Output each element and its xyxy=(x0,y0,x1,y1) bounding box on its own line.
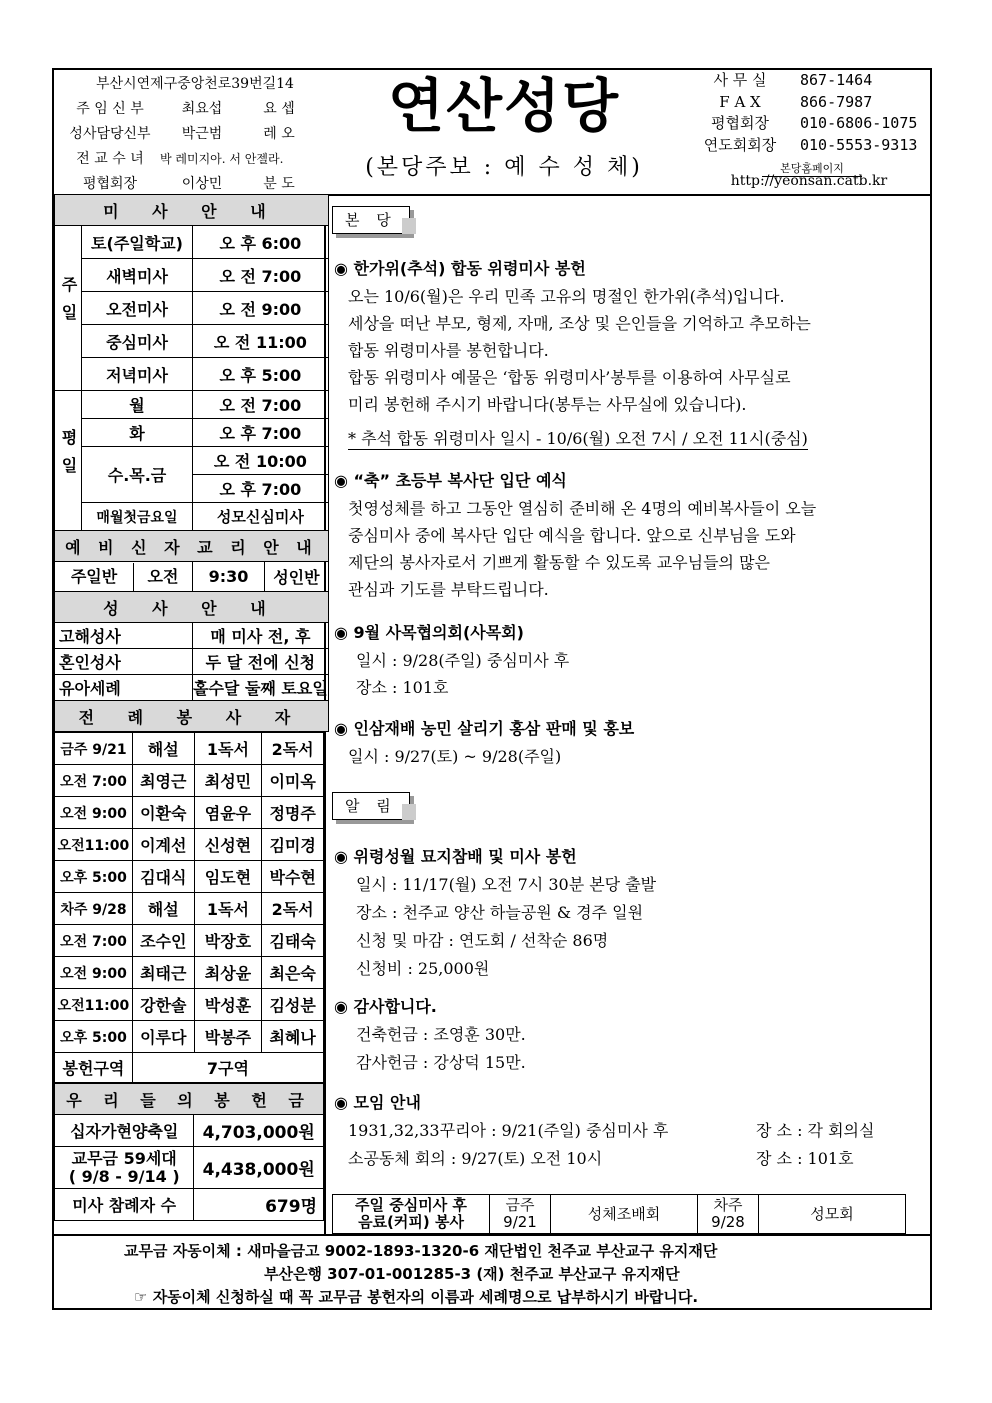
pointer-icon: ☞ xyxy=(134,1288,148,1306)
contact-value: 867-1464 xyxy=(800,71,873,89)
tag-shade xyxy=(402,218,416,234)
staff-role: 주 임 신 부 xyxy=(76,101,144,117)
sacraments-section-title: 성 사 안 내 xyxy=(55,592,329,623)
mass-name: 저녁미사 xyxy=(82,358,193,391)
sacrament-name: 혼인성사 xyxy=(55,649,193,675)
server-cell: 오전 9:00 xyxy=(55,797,133,829)
server-cell: 1독서 xyxy=(194,733,262,765)
contact-row xyxy=(680,135,930,157)
offering-area-value: 7구역 xyxy=(132,1053,323,1083)
mass-name: 매월첫금요일 xyxy=(82,503,193,531)
news-line: 세상을 떠난 부모, 형제, 자매, 조상 및 은인들을 기억하고 추모하는 xyxy=(348,314,811,333)
mass-time: 오 후 7:00 xyxy=(193,475,329,503)
news-line: 첫영성체를 하고 그동안 열심히 준비해 온 4명의 예비복사들이 오늘 xyxy=(348,499,817,518)
server-cell: 이미옥 xyxy=(262,765,324,797)
offering-label: 십자가현양축일 xyxy=(55,1115,194,1147)
server-cell: 김미경 xyxy=(262,829,324,861)
staff-row xyxy=(60,147,330,172)
servers-table xyxy=(54,732,324,1083)
server-cell: 정명주 xyxy=(262,797,324,829)
mass-name: 토(주일학교) xyxy=(82,226,193,259)
coffee-service-label-2: 음료(커피) 봉사 xyxy=(358,1213,464,1231)
news-line: 합동 위령미사 예물은 ‘합동 위령미사’봉투를 이용하여 사무실로 xyxy=(348,368,791,387)
server-cell: 박봉주 xyxy=(194,1021,262,1053)
contact-row xyxy=(680,113,930,135)
this-week-day: 9/21 xyxy=(503,1213,537,1231)
this-week-label: 금주 xyxy=(505,1196,535,1214)
coffee-service-label xyxy=(333,1195,490,1234)
server-cell: 최은숙 xyxy=(262,957,324,989)
news-line: 장소 : 101호 xyxy=(356,678,449,697)
server-cell: 신성현 xyxy=(194,829,262,861)
next-week-label: 차주 xyxy=(713,1196,743,1214)
server-cell: 오전 7:00 xyxy=(55,765,133,797)
sunday-label-text: 주일 xyxy=(59,276,78,332)
this-week-group: 성체조배회 xyxy=(551,1195,698,1234)
server-cell: 최상윤 xyxy=(194,957,262,989)
server-cell: 차주 9/28 xyxy=(55,893,133,925)
news-line: 중심미사 중에 복사단 입단 예식을 합니다. 앞으로 신부님을 도와 xyxy=(348,526,796,545)
sacrament-info: 두 달 전에 신청 xyxy=(193,649,329,675)
offering-label-line: 교무금 59세대 xyxy=(71,1148,177,1168)
server-cell: 최태근 xyxy=(132,957,194,989)
news-line: 관심과 기도를 부탁드립니다. xyxy=(348,580,549,599)
server-cell: 오후 5:00 xyxy=(55,1021,133,1053)
news-line: 일시 : 9/28(주일) 중심미사 후 xyxy=(356,651,570,670)
meeting-line: 소공동체 회의 : 9/27(토) 오전 10시 xyxy=(348,1149,603,1168)
server-cell: 이환숙 xyxy=(132,797,194,829)
catechism-target: 성인반 xyxy=(265,562,329,592)
table-row xyxy=(55,765,324,797)
notice-title: ◉ 감사합니다. xyxy=(334,997,437,1016)
meeting-line: 1931,32,33꾸리아 : 9/21(주일) 중심미사 후 xyxy=(348,1121,669,1140)
notice-line: 감사헌금 : 강상덕 15만. xyxy=(356,1053,526,1072)
contact-row xyxy=(680,92,930,114)
homepage-link[interactable]: http://yeonsan.catb.kr xyxy=(730,173,888,189)
mass-name: 새벽미사 xyxy=(82,259,193,292)
server-cell: 2독서 xyxy=(262,893,324,925)
server-cell: 금주 9/21 xyxy=(55,733,133,765)
footer-notice xyxy=(134,1286,698,1307)
notice-line: 장소 : 천주교 양산 하늘공원 & 경주 일원 xyxy=(356,903,644,922)
footer-transfer-info: 교무금 자동이체 : 새마을금고 9002-1893-1320-6 재단법인 천주교 부산교구 유지재단 xyxy=(124,1242,718,1260)
sacrament-name: 유아세례 xyxy=(55,675,193,701)
staff-name: 최요섭 xyxy=(181,101,223,117)
news-line: 일시 : 9/27(토) ~ 9/28(주일) xyxy=(348,747,562,766)
table-row xyxy=(55,1053,324,1083)
server-cell: 오전11:00 xyxy=(55,989,133,1021)
coffee-service-table xyxy=(332,1194,906,1234)
notice-tag: 알 림 xyxy=(332,792,410,820)
offering-label xyxy=(55,1147,194,1189)
server-cell: 해설 xyxy=(132,893,194,925)
notice-title-text: 모임 안내 xyxy=(353,1093,421,1112)
notice-title-text: 감사합니다. xyxy=(353,997,437,1016)
footer-notice-text: 자동이체 신청하실 때 꼭 교무금 봉헌자의 이름과 세례명으로 납부하시기 바랍니다. xyxy=(152,1288,699,1306)
next-week-day: 9/28 xyxy=(711,1213,745,1231)
staff-name: 박근범 xyxy=(181,126,223,142)
staff-row xyxy=(60,122,330,147)
table-row xyxy=(55,797,324,829)
server-cell: 2독서 xyxy=(262,733,324,765)
servers-section-title: 전 례 봉 사 자 xyxy=(55,701,329,732)
contact-label: F A X xyxy=(719,92,761,111)
table-row xyxy=(55,957,324,989)
table-row xyxy=(55,925,324,957)
next-week-date xyxy=(698,1195,759,1234)
news-title: ◉ “축” 초등부 복사단 입단 예식 xyxy=(334,471,567,490)
notice-title: ◉ 모임 안내 xyxy=(334,1093,421,1112)
staff-role: 전 교 수 녀 xyxy=(76,151,144,167)
offering-amount: 4,703,000원 xyxy=(194,1115,324,1147)
notice-title: ◉ 위령성월 묘지참배 및 미사 봉헌 xyxy=(334,847,577,866)
staff-role: 평협회장 xyxy=(82,176,138,192)
server-cell: 염윤우 xyxy=(194,797,262,829)
news-note: * 추석 합동 위령미사 일시 - 10/6(월) 오전 7시 / 오전 11시(중심) xyxy=(348,426,808,450)
server-cell: 오전 7:00 xyxy=(55,925,133,957)
notice-line: 건축헌금 : 조영훈 30만. xyxy=(356,1025,526,1044)
server-cell: 오후 5:00 xyxy=(55,861,133,893)
table-row xyxy=(55,893,324,925)
mass-time: 오 전 7:00 xyxy=(193,259,329,292)
contact-label: 사 무 실 xyxy=(713,71,767,89)
server-cell: 이계선 xyxy=(132,829,194,861)
weekday-label xyxy=(55,391,82,531)
mass-name: 중심미사 xyxy=(82,325,193,358)
server-cell: 오전11:00 xyxy=(55,829,133,861)
news-line: 합동 위령미사를 봉헌합니다. xyxy=(348,341,549,360)
news-title-text: 9월 사목협의회(사목회) xyxy=(353,623,524,642)
server-cell: 이루다 xyxy=(132,1021,194,1053)
notice-title-text: 위령성월 묘지참배 및 미사 봉헌 xyxy=(353,847,577,866)
server-cell: 최영근 xyxy=(132,765,194,797)
tag-shade xyxy=(402,804,416,820)
table-row xyxy=(55,1021,324,1053)
bulletin-subtitle: (본당주보 : 예 수 성 체) xyxy=(365,155,643,180)
staff-row xyxy=(60,97,330,122)
mass-time: 오 전 10:00 xyxy=(193,447,329,475)
bulletin-title: 연산성당 xyxy=(387,72,621,140)
news-title-text: 인삼재배 농민 살리기 홍삼 판매 및 홍보 xyxy=(353,719,635,738)
staff-saint: 분 도 xyxy=(263,176,295,192)
server-cell: 김태숙 xyxy=(262,925,324,957)
contact-value: 866-7987 xyxy=(800,92,873,111)
next-week-group: 성모회 xyxy=(759,1195,906,1234)
server-cell: 박성훈 xyxy=(194,989,262,1021)
server-cell: 박수현 xyxy=(262,861,324,893)
server-cell: 김대식 xyxy=(132,861,194,893)
contact-value: 010-6806-1075 xyxy=(800,114,918,132)
news-title: ◉ 한가위(추석) 합동 위령미사 봉헌 xyxy=(334,259,586,278)
catechism-section-title: 예 비 신 자 교 리 안 내 xyxy=(55,531,329,562)
sunday-label xyxy=(55,226,82,391)
sacrament-name: 고해성사 xyxy=(55,623,193,649)
server-cell: 오전 9:00 xyxy=(55,957,133,989)
offerings-table xyxy=(54,1083,324,1221)
contact-label: 연도회회장 xyxy=(703,135,777,154)
bulletin-footer xyxy=(54,1234,930,1310)
news-line: 오는 10/6(월)은 우리 민족 고유의 명절인 한가위(추석)입니다. xyxy=(348,287,785,306)
parish-staff xyxy=(60,72,330,197)
catechism-class-label: 주일반 xyxy=(55,563,134,591)
server-cell: 1독서 xyxy=(194,893,262,925)
news-column xyxy=(326,194,930,1234)
mass-time: 오 전 7:00 xyxy=(193,391,329,419)
table-row xyxy=(55,861,324,893)
offerings-section-title: 우 리 들 의 봉 헌 금 xyxy=(55,1084,324,1115)
news-line: 미리 봉헌해 주시기 바랍니다(봉투는 사무실에 있습니다). xyxy=(348,395,747,414)
news-title-text: “축” 초등부 복사단 입단 예식 xyxy=(353,471,567,490)
notice-line: 일시 : 11/17(월) 오전 7시 30분 본당 출발 xyxy=(356,875,657,894)
catechism-ampm: 오전 xyxy=(147,566,179,586)
offering-amount: 679명 xyxy=(194,1189,324,1221)
server-cell: 최혜나 xyxy=(262,1021,324,1053)
contact-label: 평협회장 xyxy=(711,114,769,132)
notice-line: 신청 및 마감 : 연도회 / 선착순 86명 xyxy=(356,931,609,950)
mass-name: 수.목.금 xyxy=(82,447,193,503)
sacrament-info: 홀수달 둘째 토요일 xyxy=(193,675,329,701)
bulletin-frame xyxy=(52,68,932,1310)
weekday-label-text: 평일 xyxy=(59,428,78,485)
staff-name: 박 레미지아. 서 안젤라. xyxy=(160,152,284,166)
meeting-place: 장 소 : 각 회의실 xyxy=(756,1121,875,1140)
server-cell: 강한솔 xyxy=(132,989,194,1021)
homepage-label: 본당홈페이지 xyxy=(762,160,862,177)
mass-time: 오 후 5:00 xyxy=(193,358,329,391)
offering-area-label: 봉헌구역 xyxy=(55,1053,133,1083)
contact-value: 010-5553-9313 xyxy=(800,135,918,154)
mass-time: 오 전 11:00 xyxy=(193,325,329,358)
staff-name: 이상민 xyxy=(181,176,223,192)
mass-time: 오 후 7:00 xyxy=(193,419,329,447)
mass-time: 오 후 6:00 xyxy=(193,226,329,259)
staff-role: 성사담당신부 xyxy=(69,126,151,142)
server-cell: 김성분 xyxy=(262,989,324,1021)
schedule-table xyxy=(54,194,329,732)
meeting-place: 장 소 : 101호 xyxy=(756,1149,854,1168)
server-cell: 해설 xyxy=(132,733,194,765)
offering-label: 미사 참례자 수 xyxy=(55,1189,194,1221)
catechism-time: 9:30 xyxy=(193,562,265,592)
this-week-date xyxy=(490,1195,551,1234)
news-title: ◉ 인삼재배 농민 살리기 홍삼 판매 및 홍보 xyxy=(334,719,635,738)
mass-time: 성모신심미사 xyxy=(193,503,329,531)
offering-amount: 4,438,000원 xyxy=(194,1147,324,1189)
table-row xyxy=(55,989,324,1021)
offering-label-period: ( 9/8 - 9/14 ) xyxy=(68,1166,180,1186)
contact-row xyxy=(680,70,930,92)
parish-address: 부산시연제구중앙천로39번길14 xyxy=(96,76,294,92)
staff-saint: 요 셉 xyxy=(263,101,295,117)
catechism-class xyxy=(55,562,193,592)
coffee-service-label-1: 주일 중심미사 후 xyxy=(355,1196,467,1214)
mass-name: 화 xyxy=(82,419,193,447)
mass-time: 오 전 9:00 xyxy=(193,292,329,325)
notice-line: 신청비 : 25,000원 xyxy=(356,959,490,978)
sacrament-info: 매 미사 전, 후 xyxy=(193,623,329,649)
mass-name: 오전미사 xyxy=(82,292,193,325)
server-cell: 박장호 xyxy=(194,925,262,957)
footer-bank-info: 부산은행 307-01-001285-3 (재) 천주교 부산교구 유지재단 xyxy=(264,1265,680,1283)
news-title-text: 한가위(추석) 합동 위령미사 봉헌 xyxy=(353,259,586,278)
parish-contacts xyxy=(680,70,930,156)
staff-saint: 레 오 xyxy=(263,126,295,142)
news-line: 제단의 봉사자로서 기쁘게 활동할 수 있도록 교우님들의 많은 xyxy=(348,553,771,572)
server-cell: 최성민 xyxy=(194,765,262,797)
table-row xyxy=(55,829,324,861)
bulletin-header xyxy=(54,70,930,196)
table-row xyxy=(55,733,324,765)
schedule-column xyxy=(54,194,326,1234)
parish-news-tag: 본 당 xyxy=(332,206,410,234)
mass-name: 월 xyxy=(82,391,193,419)
server-cell: 임도현 xyxy=(194,861,262,893)
server-cell: 조수인 xyxy=(132,925,194,957)
mass-section-title: 미 사 안 내 xyxy=(55,195,329,226)
news-title: ◉ 9월 사목협의회(사목회) xyxy=(334,623,524,642)
